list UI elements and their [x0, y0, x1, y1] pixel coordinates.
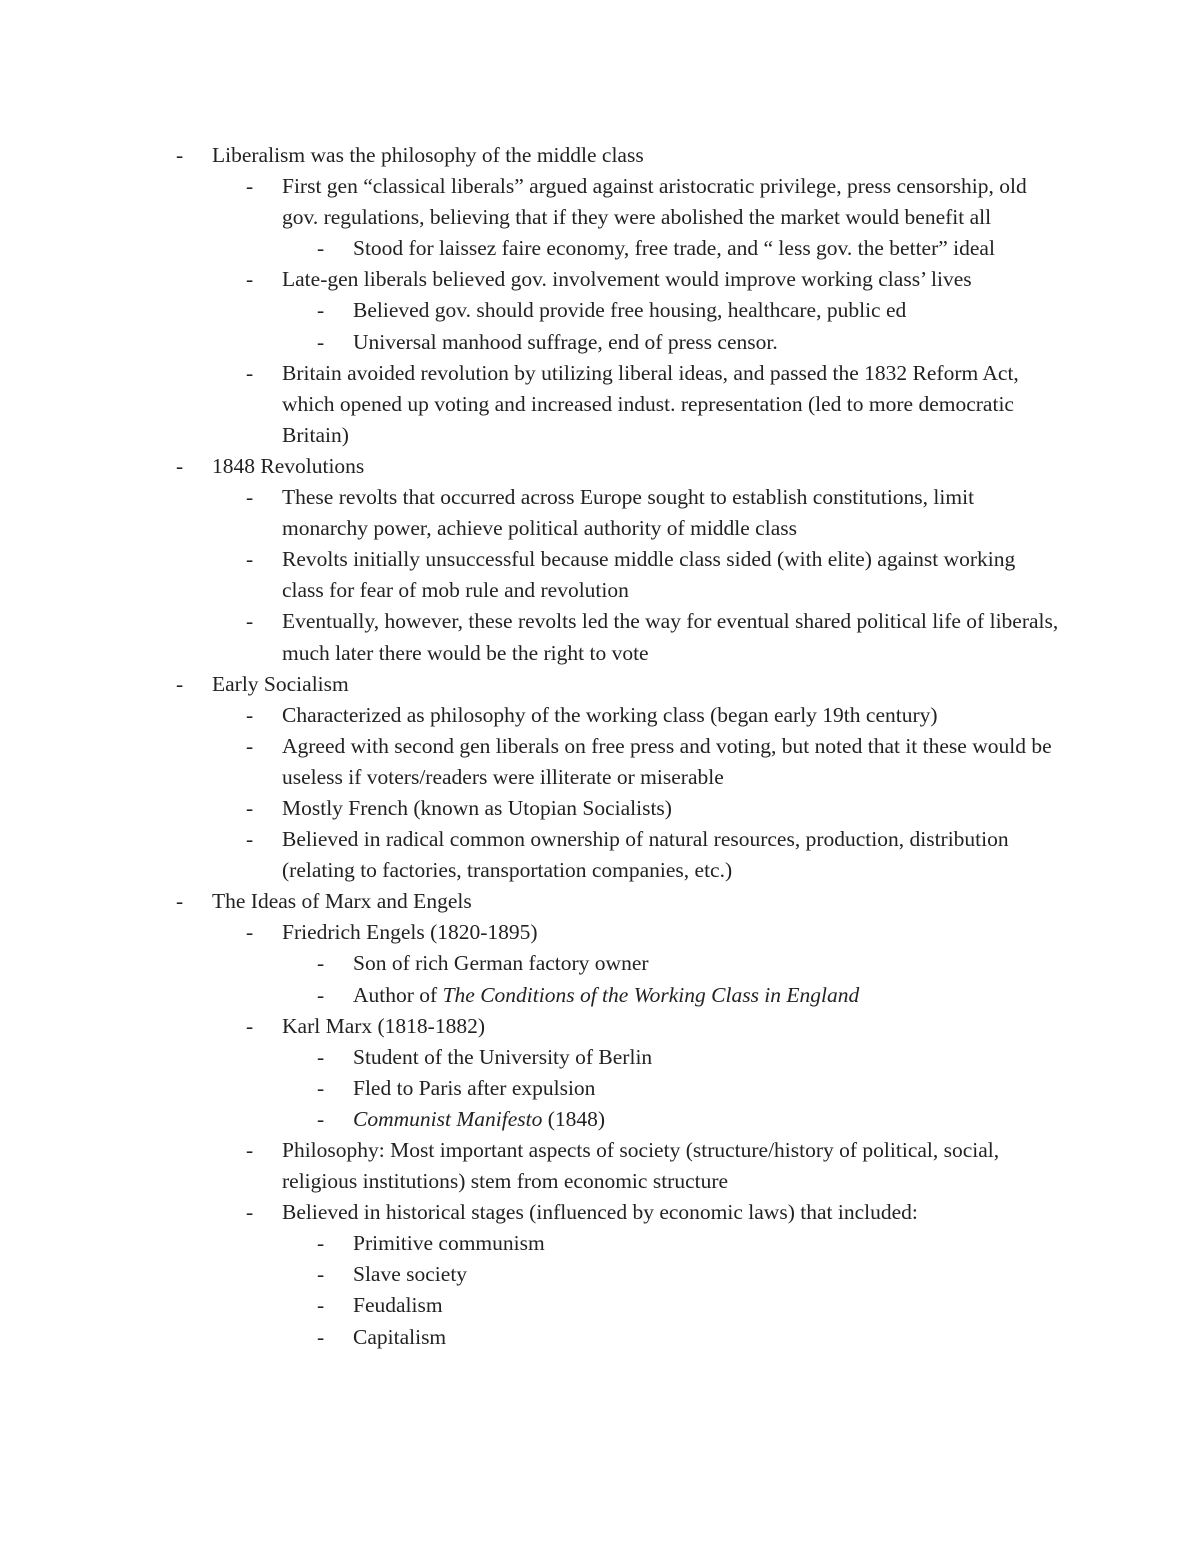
outline-item-level-1 [176, 451, 1062, 482]
bullet-dash: - [246, 609, 254, 634]
outline-item-level-3 [317, 948, 1063, 979]
item-text: Believed in radical common ownership of natural resources, production, distribution (relating to factories, transportation companies, etc.) [282, 827, 1009, 883]
outline-item-level-2 [246, 917, 1062, 948]
outline-item-level-2 [246, 824, 1062, 886]
item-text: Philosophy: Most important aspects of society (structure/history of political, social, religious institutions) stem from economic structure [282, 1138, 1000, 1194]
outline-item-level-1 [176, 140, 1062, 171]
item-text: Believed in historical stages (influenced by economic laws) that included: [282, 1200, 918, 1225]
outline-item-level-3 [317, 1290, 1063, 1321]
item-text: Author of [353, 982, 443, 1007]
item-text: Student of the University of Berlin [353, 1044, 653, 1069]
bullet-dash: - [246, 733, 254, 758]
item-text: Capitalism [353, 1324, 447, 1349]
outline-item-level-2 [246, 700, 1062, 731]
item-text: The Ideas of Marx and Engels [212, 889, 472, 914]
outline-item-level-2 [246, 358, 1062, 451]
bullet-dash: - [317, 298, 325, 323]
outline-item-level-2 [246, 1011, 1062, 1042]
outline-item-level-2 [246, 606, 1062, 668]
bullet-dash: - [246, 1138, 254, 1162]
outline-item-level-3 [317, 327, 1063, 358]
bullet-dash: - [246, 920, 254, 945]
item-text: Slave society [353, 1262, 468, 1287]
notes-outline [0, 140, 1200, 1353]
item-text: Agreed with second gen liberals on free press and voting, but noted that it these would be useless if voters/readers were illiterate or miserable [282, 733, 1052, 789]
item-text: Son of rich German factory owner [353, 951, 649, 976]
bullet-dash: - [317, 982, 325, 1007]
outline-item-level-3 [317, 980, 1063, 1011]
outline-item-level-2 [246, 171, 1062, 233]
item-text: Universal manhood suffrage, end of press censor. [353, 329, 778, 354]
outline-item-level-3 [317, 295, 1063, 326]
item-text: 1848 Revolutions [212, 453, 365, 478]
outline-item-level-3 [317, 1259, 1063, 1290]
item-text: Revolts initially unsuccessful because middle class sided (with elite) against working class for fear of mob rule and revolution [282, 547, 1016, 603]
item-text: Britain avoided revolution by utilizing liberal ideas, and passed the 1832 Reform Act, which opened up voting and increased indust. representation (led to more democratic Britain) [282, 360, 1019, 447]
bullet-dash: - [246, 827, 254, 852]
outline-item-level-1 [176, 669, 1062, 700]
bullet-dash: - [176, 889, 184, 914]
outline-item-level-2 [246, 793, 1062, 824]
item-text: (1848) [542, 1106, 606, 1131]
item-text: Primitive communism [353, 1231, 545, 1256]
item-text: Late-gen liberals believed gov. involvement would improve working class’ lives [282, 267, 972, 292]
outline-item-level-2 [246, 731, 1062, 793]
bullet-dash: - [246, 702, 254, 727]
bullet-dash: - [317, 1044, 325, 1069]
outline-item-level-3 [317, 1042, 1063, 1073]
bullet-dash: - [246, 360, 254, 385]
outline-item-level-2 [246, 264, 1062, 295]
outline-item-level-3 [317, 233, 1063, 264]
bullet-dash: - [317, 236, 325, 261]
item-text: Early Socialism [212, 671, 349, 696]
bullet-dash: - [246, 795, 254, 820]
bullet-dash: - [246, 1013, 254, 1038]
outline-item-level-2 [246, 1197, 1062, 1228]
bullet-dash: - [317, 1075, 325, 1100]
bullet-dash: - [317, 1231, 325, 1256]
outline-item-level-1 [176, 886, 1062, 917]
item-text: Friedrich Engels (1820-1895) [282, 920, 538, 945]
item-text: Karl Marx (1818-1882) [282, 1013, 486, 1038]
item-text: Mostly French (known as Utopian Socialists) [282, 795, 672, 820]
bullet-dash: - [317, 329, 325, 354]
item-text: Believed gov. should provide free housing, healthcare, public ed [353, 298, 907, 323]
bullet-dash: - [317, 1293, 325, 1318]
bullet-dash: - [246, 485, 254, 510]
item-text: These revolts that occurred across Europe sought to establish constitutions, limit monarchy power, achieve political authority of middle class [282, 485, 975, 541]
bullet-dash: - [176, 671, 184, 696]
outline-item-level-3 [317, 1073, 1063, 1104]
item-text: Feudalism [353, 1293, 443, 1318]
item-text: Eventually, however, these revolts led the way for eventual shared political life of liberals, much later there would be the right to vote [282, 609, 1059, 665]
item-text-italic: Communist Manifesto [353, 1106, 543, 1131]
bullet-dash: - [317, 951, 325, 976]
bullet-dash: - [317, 1324, 325, 1349]
item-text-italic: The Conditions of the Working Class in England [442, 982, 860, 1007]
item-text: First gen “classical liberals” argued against aristocratic privilege, press censorship, old gov. regulations, believing that if they were abolished the market would benefit all [282, 174, 1027, 230]
bullet-dash: - [246, 1200, 254, 1225]
item-text: Liberalism was the philosophy of the middle class [212, 143, 644, 167]
bullet-dash: - [246, 267, 254, 292]
item-text: Fled to Paris after expulsion [353, 1075, 596, 1100]
outline-item-level-3 [317, 1228, 1063, 1259]
bullet-dash: - [246, 547, 254, 572]
item-text: Stood for laissez faire economy, free trade, and “ less gov. the better” ideal [353, 236, 995, 261]
bullet-dash: - [246, 174, 254, 199]
outline-item-level-2 [246, 482, 1062, 544]
outline-item-level-3 [317, 1104, 1063, 1135]
outline-item-level-2 [246, 544, 1062, 606]
item-text: Characterized as philosophy of the working class (began early 19th century) [282, 702, 938, 727]
bullet-dash: - [176, 453, 184, 478]
outline-item-level-2 [246, 1135, 1062, 1197]
outline-item-level-3 [317, 1322, 1063, 1353]
bullet-dash: - [317, 1106, 325, 1131]
bullet-dash: - [176, 143, 184, 167]
bullet-dash: - [317, 1262, 325, 1287]
